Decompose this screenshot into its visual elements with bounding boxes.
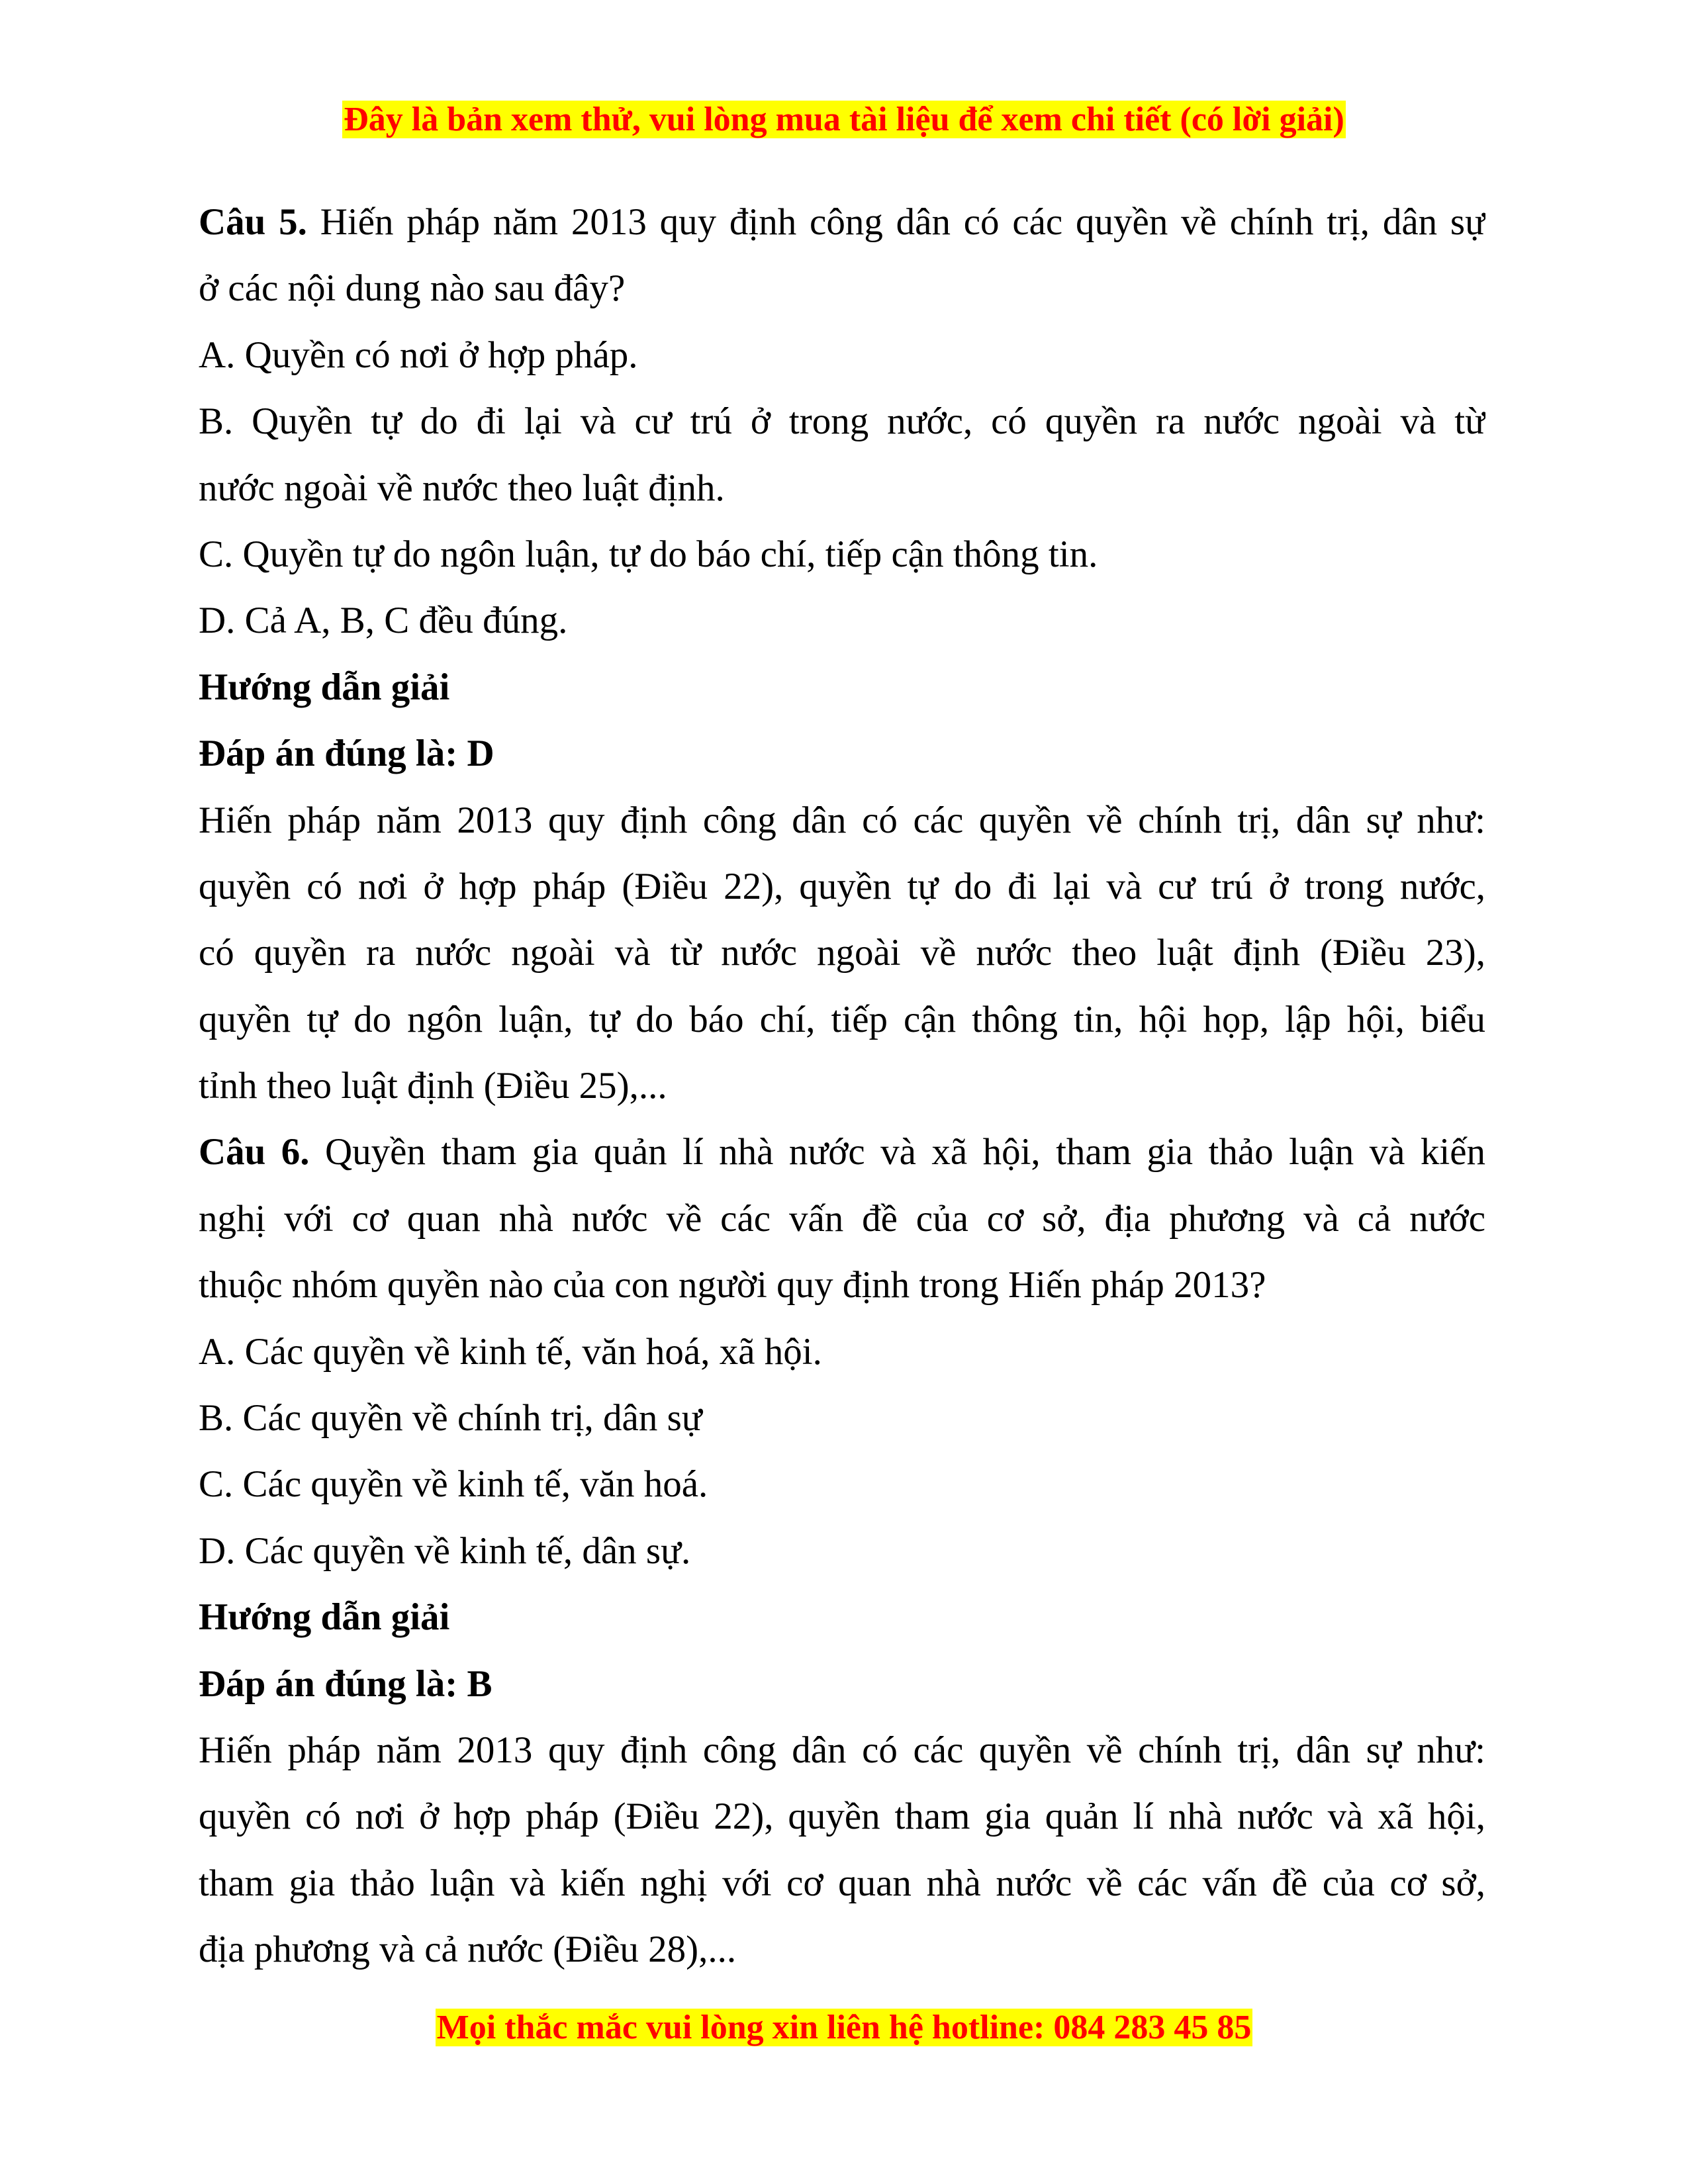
paragraph xyxy=(199,1518,1485,1584)
text-line xyxy=(199,588,1485,654)
document-body xyxy=(199,189,1485,1983)
paragraph xyxy=(199,1451,1485,1518)
paragraph xyxy=(199,388,1485,522)
text-line xyxy=(199,1053,1485,1119)
line-text: Quyền tham gia quản lí nhà nước và xã hội, tham gia thảo luận và kiến xyxy=(324,1131,1485,1173)
line-text: Đáp án đúng là: B xyxy=(199,1662,492,1705)
text-line xyxy=(199,1717,1485,1784)
preview-notice-text: Đây là bản xem thử, vui lòng mua tài liệu để xem chi tiết (có lời giải) xyxy=(344,101,1344,138)
section-heading xyxy=(199,655,1485,721)
line-text: nước ngoài về nước theo luật định. xyxy=(199,467,725,509)
line-text: tỉnh theo luật định (Điều 25),... xyxy=(199,1065,667,1107)
text-line xyxy=(199,388,1485,455)
text-line xyxy=(199,1451,1485,1518)
text-line xyxy=(199,987,1485,1053)
text-line xyxy=(199,1119,1485,1185)
text-line xyxy=(199,522,1485,588)
line-text: địa phương và cả nước (Điều 28),... xyxy=(199,1929,737,1971)
question-number: Câu 5. xyxy=(199,201,307,243)
line-text: B. Quyền tự do đi lại và cư trú ở trong nước, có quyền ra nước ngoài và từ xyxy=(199,400,1485,443)
text-line xyxy=(199,455,1485,522)
line-text: Hiến pháp năm 2013 quy định công dân có các quyền về chính trị, dân sự như: xyxy=(199,1729,1485,1771)
text-line xyxy=(199,1186,1485,1252)
text-line xyxy=(199,1651,1485,1717)
paragraph xyxy=(199,1119,1485,1318)
text-line xyxy=(199,721,1485,787)
line-text: quyền có nơi ở hợp pháp (Điều 22), quyền tự do đi lại và cư trú ở trong nước, xyxy=(199,865,1485,907)
hotline-banner xyxy=(0,2007,1688,2048)
line-text: C. Các quyền về kinh tế, văn hoá. xyxy=(199,1463,708,1506)
line-text: Hướng dẫn giải xyxy=(199,666,450,708)
line-text: D. Các quyền về kinh tế, dân sự. xyxy=(199,1529,691,1572)
question-number: Câu 6. xyxy=(199,1131,310,1173)
text-line xyxy=(199,322,1485,388)
line-text: B. Các quyền về chính trị, dân sự xyxy=(199,1397,702,1439)
line-text: Hiến pháp năm 2013 quy định công dân có các quyền về chính trị, dân sự như: xyxy=(199,799,1485,841)
text-line xyxy=(199,1319,1485,1385)
section-heading xyxy=(199,1651,1485,1717)
line-text: C. Quyền tự do ngôn luận, tự do báo chí, tiếp cận thông tin. xyxy=(199,533,1098,575)
paragraph xyxy=(199,322,1485,388)
line-text: ở các nội dung nào sau đây? xyxy=(199,267,626,310)
line-text: quyền tự do ngôn luận, tự do báo chí, tiếp cận thông tin, hội họp, lập hội, biểu xyxy=(199,998,1485,1040)
paragraph xyxy=(199,522,1485,588)
paragraph xyxy=(199,1319,1485,1385)
paragraph xyxy=(199,588,1485,654)
line-text: nghị với cơ quan nhà nước về các vấn đề của cơ sở, địa phương và cả nước xyxy=(199,1197,1485,1240)
text-line xyxy=(199,854,1485,920)
paragraph xyxy=(199,1385,1485,1451)
hotline-text: Mọi thắc mắc vui lòng xin liên hệ hotline: 084 283 45 85 xyxy=(436,2009,1252,2046)
text-line xyxy=(199,1518,1485,1584)
text-line xyxy=(199,1917,1485,1983)
text-line xyxy=(199,255,1485,322)
preview-notice-banner xyxy=(0,99,1688,140)
line-text: có quyền ra nước ngoài và từ nước ngoài về nước theo luật định (Điều 23), xyxy=(199,932,1485,974)
line-text: A. Các quyền về kinh tế, văn hoá, xã hội. xyxy=(199,1330,822,1373)
text-line xyxy=(199,1252,1485,1318)
line-text: tham gia thảo luận và kiến nghị với cơ quan nhà nước về các vấn đề của cơ sở, xyxy=(199,1862,1485,1904)
text-line xyxy=(199,788,1485,854)
text-line xyxy=(199,1385,1485,1451)
section-heading xyxy=(199,721,1485,787)
paragraph xyxy=(199,189,1485,322)
text-line xyxy=(199,1584,1485,1651)
line-text: A. Quyền có nơi ở hợp pháp. xyxy=(199,334,638,376)
line-text: Hướng dẫn giải xyxy=(199,1596,450,1639)
paragraph xyxy=(199,1717,1485,1983)
line-text: quyền có nơi ở hợp pháp (Điều 22), quyền tham gia quản lí nhà nước và xã hội, xyxy=(199,1796,1485,1838)
paragraph xyxy=(199,788,1485,1120)
line-text: Hiến pháp năm 2013 quy định công dân có các quyền về chính trị, dân sự xyxy=(320,201,1485,243)
text-line xyxy=(199,655,1485,721)
text-line xyxy=(199,189,1485,255)
line-text: Đáp án đúng là: D xyxy=(199,733,494,775)
text-line xyxy=(199,1784,1485,1850)
line-text: D. Cả A, B, C đều đúng. xyxy=(199,600,568,642)
text-line xyxy=(199,1850,1485,1917)
section-heading xyxy=(199,1584,1485,1651)
text-line xyxy=(199,920,1485,986)
line-text: thuộc nhóm quyền nào của con người quy định trong Hiến pháp 2013? xyxy=(199,1264,1266,1306)
